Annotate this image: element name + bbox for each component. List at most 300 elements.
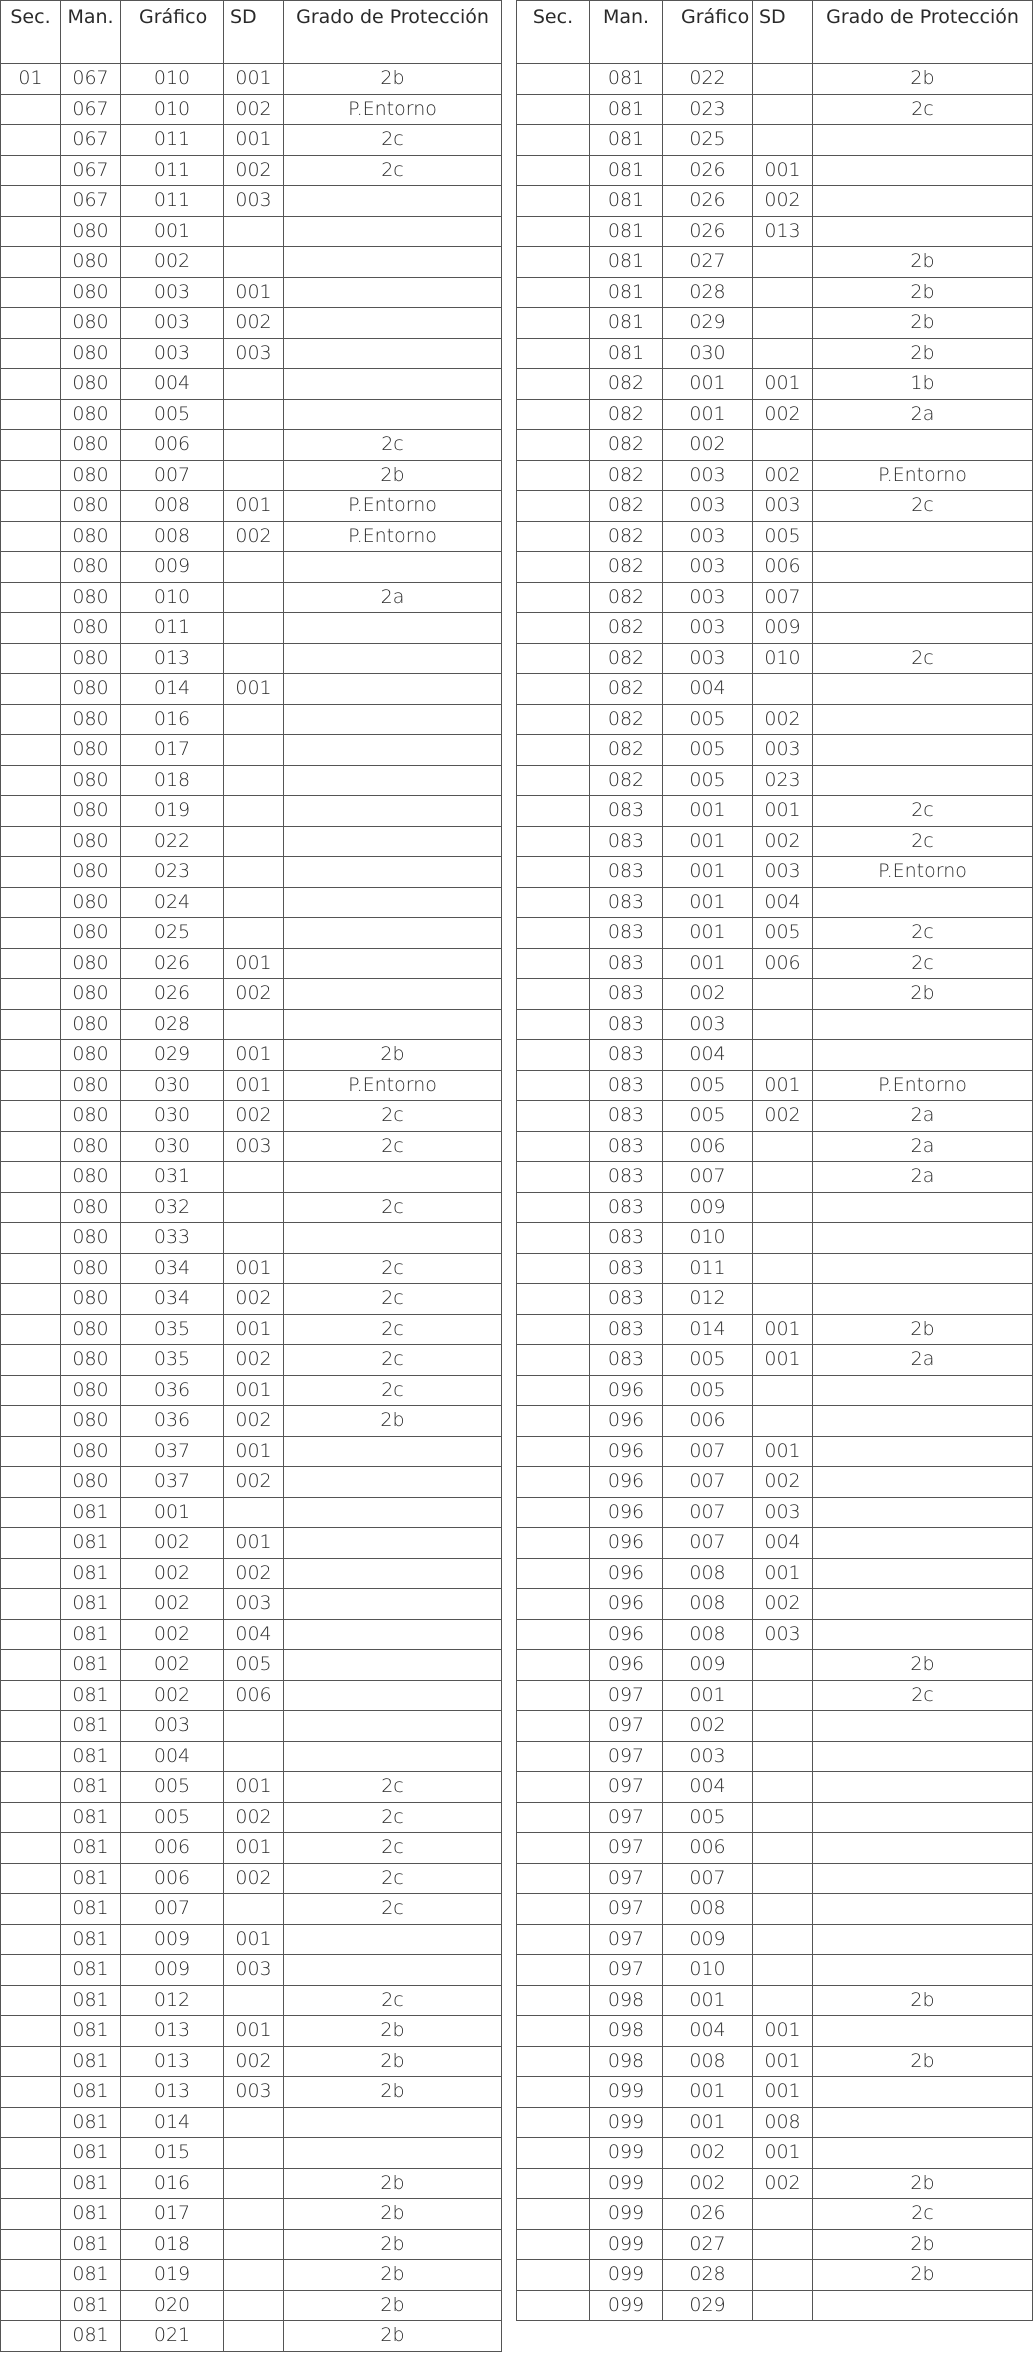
cell-man: 083: [590, 857, 663, 888]
cell-sec: [517, 1497, 590, 1528]
cell-grafico: 008: [663, 1558, 753, 1589]
table-row: [1, 1497, 502, 1528]
cell-grado: [813, 1924, 1033, 1955]
cell-sec: [1, 1436, 61, 1467]
cell-sec: [1, 1711, 61, 1742]
cell-grado: [813, 1497, 1033, 1528]
cell-grado: [813, 1223, 1033, 1254]
cell-man: 080: [61, 521, 121, 552]
table-row: [1, 1985, 502, 2016]
cell-grado: 2c: [284, 1131, 502, 1162]
table-row: [1, 94, 502, 125]
cell-grafico: 001: [663, 2077, 753, 2108]
table-row: [517, 948, 1033, 979]
table-row: [517, 216, 1033, 247]
cell-man: 080: [61, 1131, 121, 1162]
cell-grafico: 005: [121, 1802, 224, 1833]
cell-grafico: 020: [121, 2290, 224, 2321]
cell-man: 080: [61, 1040, 121, 1071]
cell-man: 080: [61, 369, 121, 400]
cell-grado: [813, 674, 1033, 705]
cell-grafico: 002: [663, 2138, 753, 2169]
cell-sec: [517, 704, 590, 735]
cell-grado: [284, 1558, 502, 1589]
cell-grafico: 024: [121, 887, 224, 918]
cell-grado: [813, 2016, 1033, 2047]
cell-sec: [1, 1223, 61, 1254]
cell-man: 080: [61, 735, 121, 766]
cell-sd: [224, 1009, 284, 1040]
cell-man: 082: [590, 399, 663, 430]
cell-man: 082: [590, 460, 663, 491]
cell-man: 083: [590, 1345, 663, 1376]
cell-grafico: 002: [663, 2168, 753, 2199]
cell-grado: 2c: [284, 1101, 502, 1132]
table-row: [1, 1253, 502, 1284]
table-row: [517, 1253, 1033, 1284]
table-row: [517, 1009, 1033, 1040]
cell-man: 096: [590, 1467, 663, 1498]
cell-grafico: 015: [121, 2138, 224, 2169]
cell-sd: [753, 1192, 813, 1223]
cell-sd: [753, 125, 813, 156]
cell-grafico: 008: [663, 1589, 753, 1620]
cell-man: 096: [590, 1406, 663, 1437]
cell-man: 080: [61, 430, 121, 461]
cell-sd: 002: [224, 94, 284, 125]
cell-grafico: 006: [121, 1833, 224, 1864]
cell-man: 080: [61, 338, 121, 369]
cell-grafico: 026: [663, 186, 753, 217]
header-row: [517, 1, 1033, 64]
cell-sd: [753, 338, 813, 369]
cell-grafico: 022: [663, 64, 753, 95]
cell-sec: [517, 1558, 590, 1589]
cell-sec: [1, 674, 61, 705]
table-row: [517, 643, 1033, 674]
cell-grafico: 017: [121, 2199, 224, 2230]
cell-sd: 003: [224, 2077, 284, 2108]
cell-grafico: 003: [663, 460, 753, 491]
cell-sd: [224, 796, 284, 827]
cell-grafico: 006: [663, 1406, 753, 1437]
cell-sd: 001: [753, 1070, 813, 1101]
cell-grafico: 008: [663, 2046, 753, 2077]
cell-grado: [284, 704, 502, 735]
cell-grado: [284, 1467, 502, 1498]
table-row: [517, 552, 1033, 583]
cell-sd: [224, 2229, 284, 2260]
cell-sec: [517, 369, 590, 400]
cell-sd: 004: [753, 1528, 813, 1559]
cell-grado: 2c: [813, 796, 1033, 827]
table-row: [517, 826, 1033, 857]
cell-sec: [1, 613, 61, 644]
table-row: [1, 2046, 502, 2077]
cell-sd: 003: [224, 1955, 284, 1986]
cell-sec: [1, 125, 61, 156]
cell-man: 081: [61, 1894, 121, 1925]
cell-grado: 2b: [813, 1985, 1033, 2016]
cell-grafico: 012: [663, 1284, 753, 1315]
table-row: [1, 186, 502, 217]
table-row: [517, 1345, 1033, 1376]
cell-grafico: 003: [663, 613, 753, 644]
table-row: [517, 2199, 1033, 2230]
table-row: [1, 1406, 502, 1437]
cell-grafico: 007: [663, 1467, 753, 1498]
cell-sd: 001: [224, 1070, 284, 1101]
cell-grafico: 018: [121, 765, 224, 796]
cell-sd: [224, 1711, 284, 1742]
table-row: [1, 1375, 502, 1406]
cell-grado: 2b: [813, 2168, 1033, 2199]
cell-grafico: 016: [121, 704, 224, 735]
cell-sec: [517, 1741, 590, 1772]
cell-sec: [517, 338, 590, 369]
cell-sec: [517, 308, 590, 339]
cell-man: 083: [590, 918, 663, 949]
cell-sec: [517, 674, 590, 705]
cell-sec: [517, 1619, 590, 1650]
cell-man: 081: [590, 64, 663, 95]
cell-grado: 2c: [284, 1314, 502, 1345]
cell-grado: [284, 826, 502, 857]
cell-grafico: 010: [121, 582, 224, 613]
table-row: [1, 826, 502, 857]
cell-man: 082: [590, 430, 663, 461]
col-header-grafico: Gráfico: [121, 1, 224, 64]
cell-sd: 002: [753, 1101, 813, 1132]
cell-man: 080: [61, 948, 121, 979]
cell-grafico: 019: [121, 796, 224, 827]
table-row: [1, 1680, 502, 1711]
table-row: [1, 1192, 502, 1223]
cell-man: 083: [590, 1040, 663, 1071]
cell-grafico: 025: [121, 918, 224, 949]
cell-sec: [1, 2290, 61, 2321]
cell-grado: 2c: [284, 430, 502, 461]
table-row: [517, 155, 1033, 186]
cell-grafico: 001: [663, 399, 753, 430]
cell-grafico: 010: [663, 1955, 753, 1986]
cell-sec: [517, 887, 590, 918]
header-row: [1, 1, 502, 64]
cell-sec: [1, 1497, 61, 1528]
cell-sd: 002: [753, 399, 813, 430]
cell-sec: [1, 1833, 61, 1864]
cell-man: 081: [61, 1589, 121, 1620]
cell-grado: 2b: [813, 1650, 1033, 1681]
cell-sd: [224, 2321, 284, 2352]
cell-grado: [813, 1802, 1033, 1833]
cell-sec: [1, 277, 61, 308]
cell-sec: [517, 2168, 590, 2199]
cell-grado: 2b: [813, 979, 1033, 1010]
cell-grado: 2c: [813, 826, 1033, 857]
cell-grado: [813, 1558, 1033, 1589]
table-row: [517, 1650, 1033, 1681]
cell-sd: [224, 399, 284, 430]
table-row: [517, 1406, 1033, 1437]
table-row: [517, 735, 1033, 766]
cell-sd: 001: [753, 2138, 813, 2169]
cell-sd: 002: [753, 704, 813, 735]
cell-grafico: 005: [663, 704, 753, 735]
cell-sec: [517, 430, 590, 461]
cell-grafico: 002: [121, 247, 224, 278]
cell-man: 097: [590, 1711, 663, 1742]
cell-sec: [517, 1375, 590, 1406]
cell-man: 083: [590, 1253, 663, 1284]
cell-man: 096: [590, 1497, 663, 1528]
table-row: [517, 2290, 1033, 2321]
cell-sd: 001: [753, 1558, 813, 1589]
cell-grafico: 036: [121, 1375, 224, 1406]
cell-grafico: 005: [663, 1375, 753, 1406]
cell-grafico: 001: [663, 948, 753, 979]
cell-sec: [1, 1924, 61, 1955]
cell-grafico: 007: [663, 1863, 753, 1894]
cell-grafico: 011: [121, 186, 224, 217]
cell-sd: 005: [753, 918, 813, 949]
cell-grafico: 001: [663, 918, 753, 949]
table-row: [517, 491, 1033, 522]
cell-grado: [813, 1192, 1033, 1223]
table-row: [517, 2016, 1033, 2047]
table-row: [1, 277, 502, 308]
cell-grado: 2b: [284, 2077, 502, 2108]
cell-grado: [813, 552, 1033, 583]
cell-grado: [813, 2138, 1033, 2169]
cell-sec: [1, 857, 61, 888]
cell-sd: [753, 1162, 813, 1193]
cell-grafico: 021: [121, 2321, 224, 2352]
cell-man: 083: [590, 887, 663, 918]
cell-sec: [517, 1101, 590, 1132]
cell-sec: [517, 64, 590, 95]
cell-grafico: 002: [121, 1528, 224, 1559]
cell-grafico: 006: [121, 1863, 224, 1894]
cell-sd: 001: [753, 369, 813, 400]
cell-grado: [284, 979, 502, 1010]
cell-man: 081: [61, 1680, 121, 1711]
cell-sec: [517, 1314, 590, 1345]
cell-sd: 001: [753, 155, 813, 186]
table-row: [517, 1436, 1033, 1467]
cell-grafico: 026: [663, 2199, 753, 2230]
cell-grafico: 001: [663, 826, 753, 857]
cell-sd: 001: [224, 1040, 284, 1071]
cell-grado: [813, 1009, 1033, 1040]
cell-grafico: 023: [663, 94, 753, 125]
table-row: [517, 2107, 1033, 2138]
cell-sd: [753, 1955, 813, 1986]
cell-sd: [753, 94, 813, 125]
cell-sec: [1, 1375, 61, 1406]
table-row: [1, 643, 502, 674]
cell-sec: [517, 186, 590, 217]
cell-grafico: 009: [121, 552, 224, 583]
cell-man: 099: [590, 2138, 663, 2169]
cell-man: 098: [590, 2016, 663, 2047]
cell-sec: [1, 460, 61, 491]
cell-sd: 001: [753, 2016, 813, 2047]
cell-sd: [224, 216, 284, 247]
cell-grado: 2a: [284, 582, 502, 613]
cell-grafico: 001: [663, 369, 753, 400]
col-header-grado: Grado de Protección: [284, 1, 502, 64]
cell-sec: [1, 948, 61, 979]
cell-sec: [1, 2229, 61, 2260]
cell-sec: [1, 704, 61, 735]
cell-grafico: 030: [121, 1070, 224, 1101]
cell-sd: 001: [753, 2046, 813, 2077]
cell-sd: 008: [753, 2107, 813, 2138]
cell-grafico: 002: [121, 1619, 224, 1650]
cell-grafico: 027: [663, 2229, 753, 2260]
cell-sd: 001: [224, 277, 284, 308]
cell-grado: [284, 643, 502, 674]
table-row: [1, 857, 502, 888]
table-row: [517, 857, 1033, 888]
cell-grado: [813, 887, 1033, 918]
cell-man: 098: [590, 1985, 663, 2016]
cell-sd: 001: [224, 1436, 284, 1467]
cell-sec: [517, 918, 590, 949]
cell-grafico: 029: [663, 308, 753, 339]
cell-sd: [753, 979, 813, 1010]
right-table: [516, 0, 1033, 2321]
cell-sec: [1, 1558, 61, 1589]
cell-sd: [753, 1711, 813, 1742]
table-row: [517, 1619, 1033, 1650]
table-row: [517, 613, 1033, 644]
cell-grafico: 013: [121, 2016, 224, 2047]
cell-man: 081: [61, 1741, 121, 1772]
table-row: [1, 1528, 502, 1559]
cell-sd: 002: [753, 460, 813, 491]
cell-man: 099: [590, 2260, 663, 2291]
cell-man: 081: [61, 1619, 121, 1650]
cell-sec: [1, 2321, 61, 2352]
cell-sd: 001: [224, 1314, 284, 1345]
cell-grado: [813, 1741, 1033, 1772]
cell-sd: [753, 64, 813, 95]
cell-man: 082: [590, 643, 663, 674]
cell-grafico: 013: [121, 2077, 224, 2108]
table-row: [517, 1101, 1033, 1132]
cell-man: 096: [590, 1589, 663, 1620]
cell-grafico: 037: [121, 1467, 224, 1498]
cell-sec: [517, 582, 590, 613]
cell-sec: [1, 1863, 61, 1894]
cell-sec: [517, 2260, 590, 2291]
cell-grado: [284, 277, 502, 308]
cell-grado: 2c: [284, 155, 502, 186]
cell-grado: 2c: [284, 1345, 502, 1376]
cell-man: 096: [590, 1436, 663, 1467]
cell-grafico: 005: [121, 399, 224, 430]
cell-grado: [813, 1619, 1033, 1650]
cell-grado: [284, 1223, 502, 1254]
table-row: [1, 125, 502, 156]
cell-sd: [753, 430, 813, 461]
table-row: [1, 796, 502, 827]
cell-grafico: 009: [121, 1955, 224, 1986]
cell-grado: 2c: [284, 1833, 502, 1864]
cell-grado: P.Entorno: [813, 857, 1033, 888]
cell-man: 082: [590, 704, 663, 735]
cell-grafico: 028: [663, 277, 753, 308]
cell-man: 081: [61, 1711, 121, 1742]
cell-sd: [224, 1741, 284, 1772]
cell-man: 083: [590, 826, 663, 857]
table-row: [517, 1741, 1033, 1772]
cell-grado: [284, 2107, 502, 2138]
cell-sd: [224, 2107, 284, 2138]
cell-grado: [813, 1284, 1033, 1315]
cell-grafico: 028: [663, 2260, 753, 2291]
cell-man: 082: [590, 582, 663, 613]
cell-sd: 001: [224, 2016, 284, 2047]
cell-sec: [517, 857, 590, 888]
cell-man: 097: [590, 1894, 663, 1925]
cell-sd: [753, 1894, 813, 1925]
cell-grafico: 026: [121, 948, 224, 979]
cell-sec: [1, 491, 61, 522]
cell-man: 080: [61, 582, 121, 613]
cell-man: 080: [61, 613, 121, 644]
cell-grafico: 035: [121, 1345, 224, 1376]
table-row: [1, 2290, 502, 2321]
table-row: [1, 247, 502, 278]
cell-sd: [753, 674, 813, 705]
cell-man: 083: [590, 1223, 663, 1254]
cell-grafico: 003: [663, 521, 753, 552]
cell-grado: [284, 1009, 502, 1040]
table-row: [1, 1741, 502, 1772]
cell-grado: P.Entorno: [813, 460, 1033, 491]
cell-sd: 002: [224, 1558, 284, 1589]
cell-sec: [1, 796, 61, 827]
table-row: [517, 186, 1033, 217]
cell-man: 097: [590, 1741, 663, 1772]
table-row: [1, 1467, 502, 1498]
cell-sec: [517, 460, 590, 491]
cell-man: 096: [590, 1528, 663, 1559]
cell-man: 080: [61, 216, 121, 247]
cell-man: 081: [61, 2260, 121, 2291]
cell-grado: 2c: [813, 491, 1033, 522]
cell-man: 099: [590, 2168, 663, 2199]
cell-sec: [517, 1406, 590, 1437]
cell-grado: 2c: [813, 918, 1033, 949]
cell-grado: [813, 613, 1033, 644]
cell-sec: [1, 1314, 61, 1345]
cell-man: 081: [61, 1833, 121, 1864]
cell-grafico: 003: [663, 552, 753, 583]
cell-sd: [753, 277, 813, 308]
cell-man: 082: [590, 521, 663, 552]
cell-man: 081: [61, 1772, 121, 1803]
table-row: [517, 430, 1033, 461]
cell-sec: [517, 1802, 590, 1833]
cell-sec: [1, 765, 61, 796]
cell-sec: [517, 1924, 590, 1955]
cell-grafico: 005: [663, 735, 753, 766]
cell-sd: 001: [224, 1528, 284, 1559]
